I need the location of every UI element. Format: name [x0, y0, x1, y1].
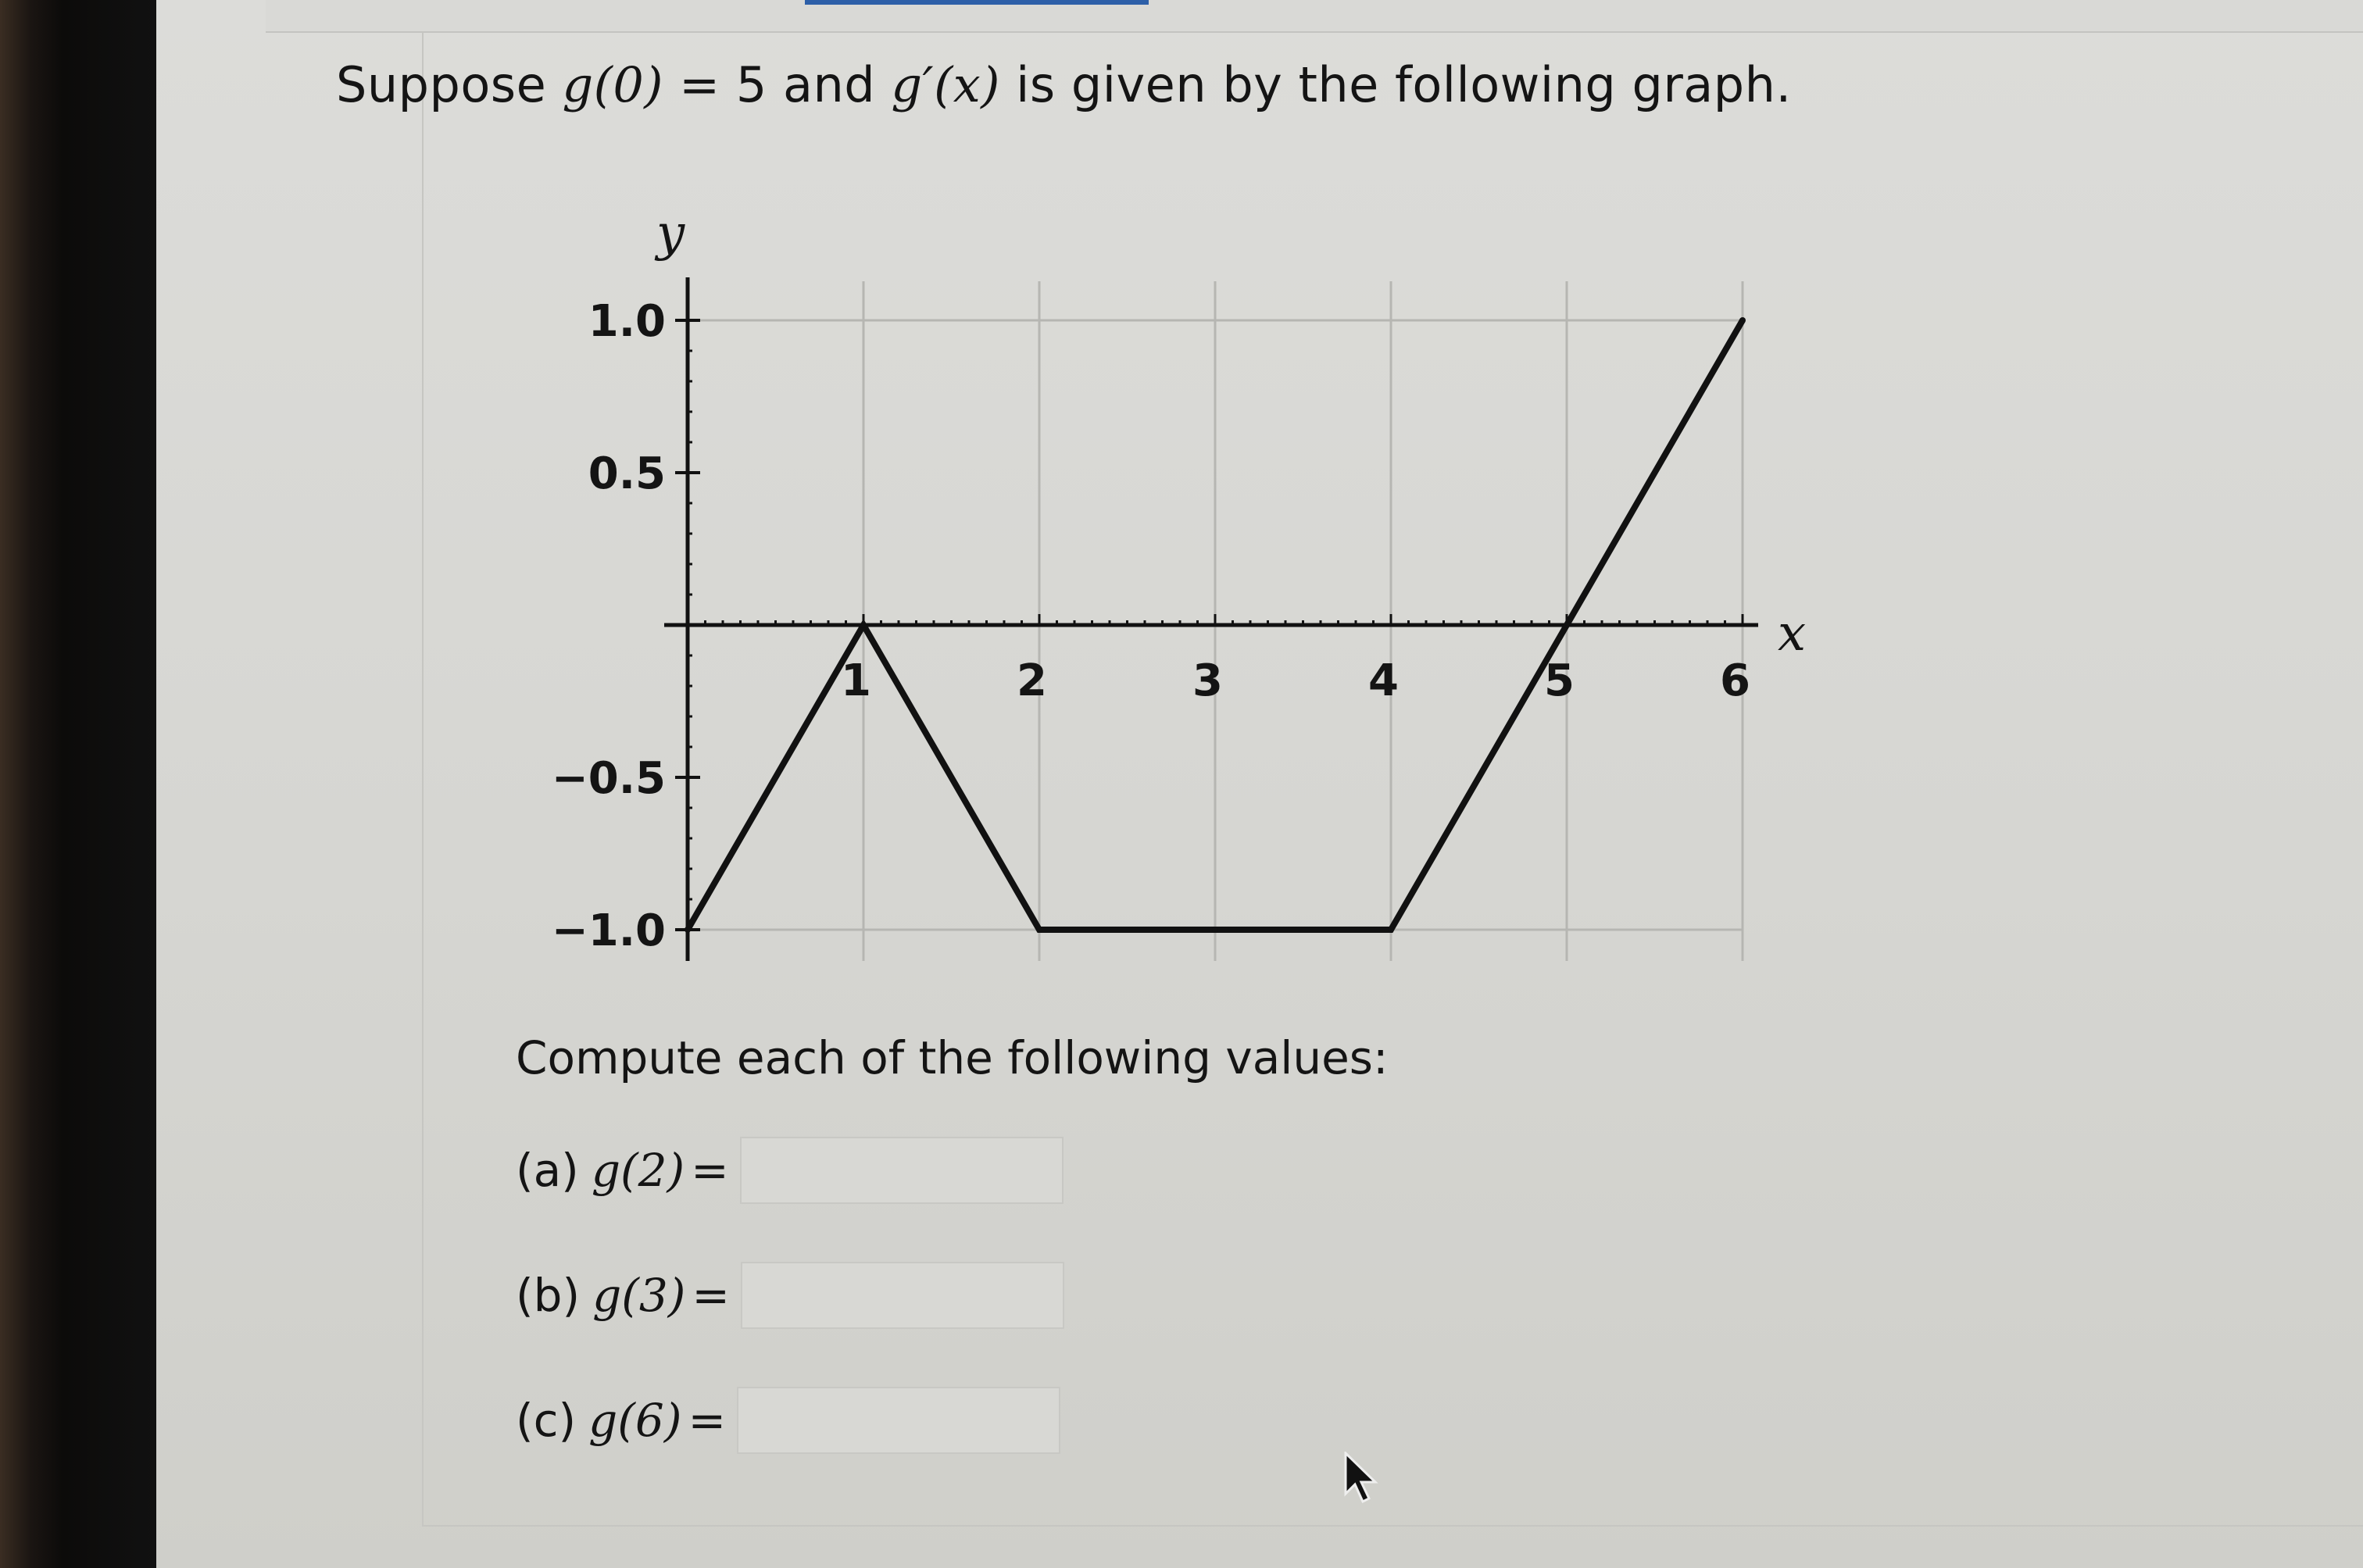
- answer-equals-b: =: [692, 1269, 730, 1322]
- data-point-0-1: [860, 622, 867, 628]
- answer-input-b[interactable]: [741, 1262, 1064, 1329]
- top-bar: [266, 0, 2363, 33]
- question-prefix: Suppose: [336, 56, 563, 113]
- g0-expression: g(0): [562, 56, 663, 113]
- x-axis-label: x: [1778, 605, 1807, 663]
- top-accent-bar: [805, 0, 1149, 5]
- answer-label-c: (c): [516, 1394, 577, 1447]
- y-axis-label: y: [656, 205, 685, 263]
- answer-expr-a: g(2): [591, 1144, 685, 1197]
- answer-row-a: [516, 1131, 1064, 1209]
- x-tick-label-3: 3: [1192, 655, 1223, 706]
- answer-expr-c: g(6): [588, 1394, 682, 1447]
- data-point-0-0: [685, 927, 691, 933]
- question-suffix: is given by the following graph.: [999, 56, 1792, 113]
- answer-label-b: (b): [516, 1269, 581, 1322]
- y-tick-label-−0.5: −0.5: [551, 753, 666, 804]
- x-tick-label-5: 5: [1544, 655, 1575, 706]
- answer-expr-b: g(3): [592, 1269, 686, 1322]
- y-tick-label-0.5: 0.5: [588, 448, 666, 499]
- y-tick-label-−1.0: −1.0: [551, 905, 666, 956]
- data-point-0-6: [1739, 317, 1746, 323]
- y-tick-label-1.0: 1.0: [588, 296, 666, 347]
- x-tick-label-2: 2: [1017, 655, 1047, 706]
- x-tick-label-6: 6: [1720, 655, 1750, 706]
- data-point-0-4: [1388, 927, 1394, 933]
- data-point-0-3: [1212, 927, 1218, 933]
- answer-equals-a: =: [691, 1144, 729, 1197]
- answer-equals-c: =: [688, 1394, 727, 1447]
- x-tick-label-1: 1: [841, 655, 871, 706]
- axes: [664, 277, 1758, 961]
- derivative-graph: [500, 180, 1844, 992]
- data-point-0-5: [1564, 622, 1570, 628]
- gprime-expression: g′(x): [891, 56, 1000, 113]
- answer-row-b: [516, 1256, 1064, 1334]
- question-middle: = 5 and: [663, 56, 892, 113]
- x-tick-label-4: 4: [1368, 655, 1399, 706]
- data-point-0-2: [1036, 927, 1042, 933]
- answer-row-c: [516, 1381, 1060, 1459]
- compute-prompt: Compute each of the following values:: [516, 1031, 1389, 1084]
- answer-input-a[interactable]: [740, 1137, 1064, 1204]
- question-text: [336, 56, 1792, 113]
- mouse-pointer-icon: [1344, 1452, 1380, 1506]
- answer-input-c[interactable]: [737, 1387, 1060, 1454]
- answer-label-a: (a): [516, 1144, 579, 1197]
